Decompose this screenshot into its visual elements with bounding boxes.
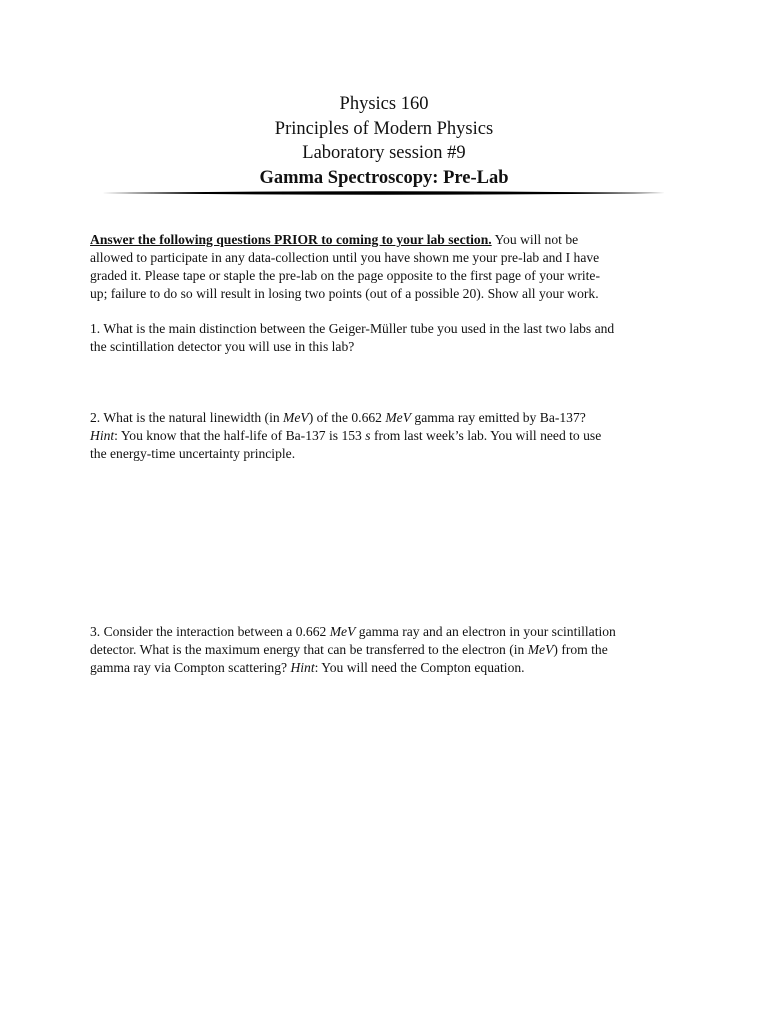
- q3-text-a: 3. Consider the interaction between a 0.662: [90, 624, 330, 639]
- q2-hint-text-a: : You know that the half-life of Ba-137 is 153: [114, 428, 366, 443]
- q3-text-d: ) from the: [553, 642, 608, 657]
- q3-text-c: detector. What is the maximum energy that can be transferred to the electron (in: [90, 642, 528, 657]
- question-2-line-2: [90, 427, 680, 445]
- question-1: [90, 320, 680, 356]
- q3-text-e: gamma ray via Compton scattering?: [90, 660, 291, 675]
- course-number: Physics 160: [339, 94, 429, 114]
- intro-line-1-rest: You will not be: [491, 232, 579, 247]
- intro-line-3: graded it. Please tape or staple the pre-lab on the page opposite to the first page of your write-: [90, 268, 600, 283]
- question-1-line-1: 1. What is the main distinction between the Geiger-Müller tube you used in the last two labs and: [90, 321, 615, 336]
- question-3-line-2: [90, 641, 680, 659]
- q3-hint-text: : You will need the Compton equation.: [314, 660, 525, 675]
- intro-paragraph: [90, 231, 680, 303]
- question-3-line-1: [90, 623, 680, 641]
- question-3: [90, 623, 680, 677]
- q2-hint-text-b: from last week’s lab. You will need to use: [370, 428, 602, 443]
- intro-emphasis: Answer the following questions PRIOR to coming to your lab section.: [90, 232, 492, 247]
- q2-text-a: 2. What is the natural linewidth (in: [90, 410, 284, 425]
- question-1-line-2: the scintillation detector you will use in this lab?: [90, 339, 355, 354]
- intro-line-1: [90, 231, 680, 249]
- question-2: [90, 409, 680, 463]
- q2-unit-s: s: [365, 428, 371, 443]
- q2-hint-label: Hint: [90, 428, 115, 443]
- q2-unit-mev-1: MeV: [283, 410, 309, 425]
- course-name: Principles of Modern Physics: [274, 118, 494, 139]
- q2-unit-mev-2: MeV: [385, 410, 412, 425]
- q2-text-b: ) of the 0.662: [308, 410, 386, 425]
- document-title: Gamma Spectroscopy: Pre-Lab: [259, 167, 509, 188]
- header-divider: [102, 190, 665, 196]
- q3-hint-label: Hint: [290, 660, 315, 675]
- document-header: [0, 92, 768, 190]
- q3-text-b: gamma ray and an electron in your scintillation: [355, 624, 616, 639]
- q2-text-c: gamma ray emitted by Ba-137?: [411, 410, 586, 425]
- intro-line-4: up; failure to do so will result in losing two points (out of a possible 20). Show all your work.: [90, 286, 599, 301]
- q3-unit-mev-2: MeV: [527, 642, 554, 657]
- intro-line-2: allowed to participate in any data-collection until you have shown me your pre-lab and I have: [90, 250, 600, 265]
- session-label: Laboratory session #9: [302, 143, 466, 163]
- question-2-line-1: [90, 409, 680, 427]
- question-2-line-3: the energy-time uncertainty principle.: [90, 446, 296, 461]
- q3-unit-mev-1: MeV: [329, 624, 356, 639]
- question-3-line-3: [90, 659, 680, 677]
